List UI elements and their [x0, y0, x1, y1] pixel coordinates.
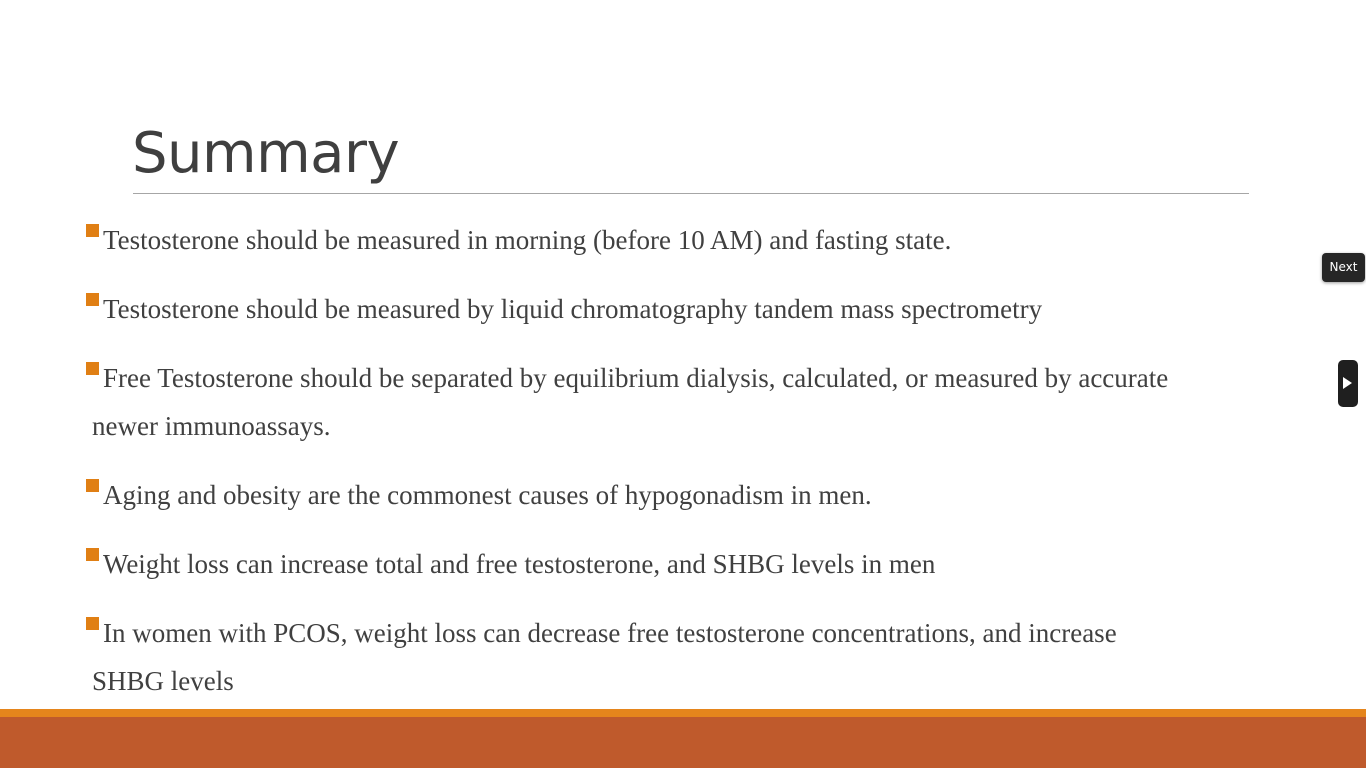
bullet-text: Weight loss can increase total and free testosterone, and SHBG levels in men [103, 549, 936, 579]
bullet-item [86, 609, 1301, 705]
next-slide-button[interactable] [1338, 360, 1358, 407]
square-bullet-icon [86, 548, 99, 561]
bullet-list [86, 216, 1301, 726]
square-bullet-icon [86, 224, 99, 237]
bullet-text-continuation: newer immunoassays. [92, 411, 331, 441]
bullet-item [86, 354, 1301, 450]
bullet-text-continuation: SHBG levels [92, 666, 234, 696]
next-tooltip: Next [1322, 253, 1365, 282]
bullet-text: Aging and obesity are the commonest causes of hypogonadism in men. [103, 480, 872, 510]
square-bullet-icon [86, 479, 99, 492]
bullet-text: Free Testosterone should be separated by equilibrium dialysis, calculated, or measured by accurate [103, 363, 1169, 393]
title-divider [133, 193, 1249, 194]
play-arrow-icon [1343, 377, 1352, 389]
footer-bar [0, 709, 1366, 768]
square-bullet-icon [86, 362, 99, 375]
bullet-item [86, 285, 1301, 333]
square-bullet-icon [86, 617, 99, 630]
slide-title: Summary [132, 121, 400, 186]
square-bullet-icon [86, 293, 99, 306]
bullet-item [86, 216, 1301, 264]
bullet-text: Testosterone should be measured in morning (before 10 AM) and fasting state. [103, 225, 952, 255]
bullet-item [86, 471, 1301, 519]
bullet-item [86, 540, 1301, 588]
bullet-text: Testosterone should be measured by liquid chromatography tandem mass spectrometry [103, 294, 1043, 324]
bullet-text: In women with PCOS, weight loss can decrease free testosterone concentrations, and increase [103, 618, 1117, 648]
footer-accent-stripe [0, 709, 1366, 717]
